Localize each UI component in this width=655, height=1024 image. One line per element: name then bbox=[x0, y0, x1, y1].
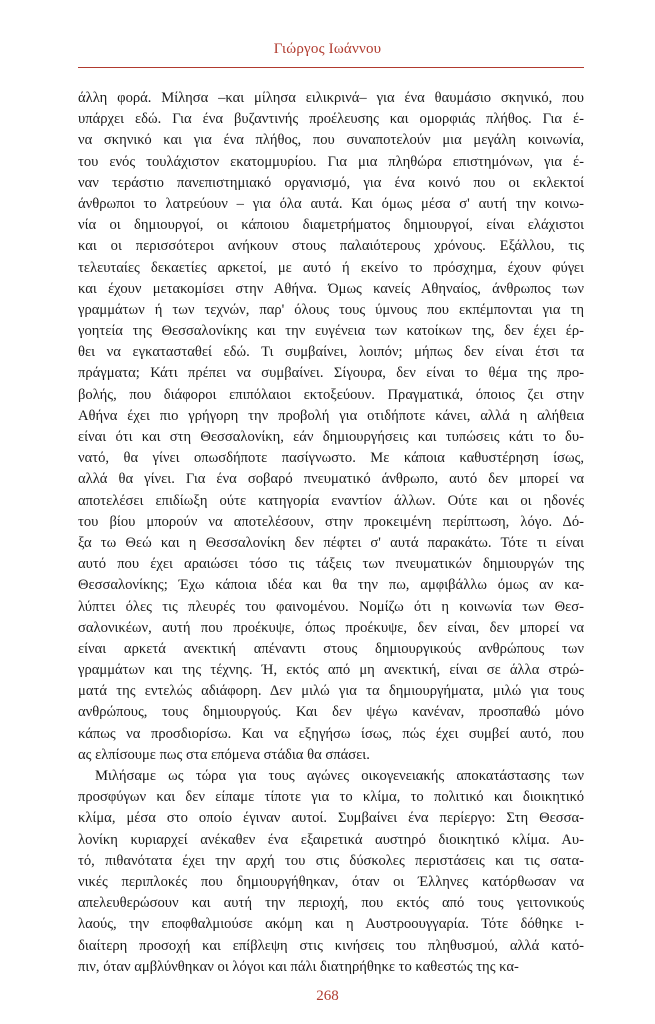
author-name: Γιώργος Ιωάννου bbox=[273, 41, 382, 57]
text-line: και έχουν μετακομίσει στην Αθήνα. Όμως κανείς Αθηναίος, άνθρωπος των bbox=[78, 280, 584, 297]
text-line: ανθρώπους, τους δημιουργούς. Και δεν ψέγω κανέναν, προσπαθώ μόνο bbox=[78, 704, 584, 721]
text-line: Μιλήσαμε ως τώρα για τους αγώνες οικογενειακής αποκατάστασης των bbox=[95, 768, 584, 784]
text-line: γοητεία της Θεσσαλονίκης και την ευγένεια των κατοίκων της, δεν έχει έρ- bbox=[78, 323, 584, 340]
text-line: νατό, θα γίνει οπωσδήποτε πασίγνωστο. Με κάποια καθυστέρηση ίσως, bbox=[78, 450, 584, 467]
text-line: νικές περιπλοκές που δημιουργήθηκαν, όταν οι Έλληνες κατόρθωσαν να bbox=[78, 873, 584, 890]
text-line: κλίμα, μέσα στο οποίο έγιναν αυτοί. Συμβαίνει ένα περίεργο: Στη Θεσσα- bbox=[78, 810, 584, 827]
paragraph bbox=[78, 88, 584, 766]
text-line: προσφύγων και δεν είπαμε τίποτε για το κλίμα, το πολιτικό και διοικητικό bbox=[78, 789, 584, 806]
text-line: του ενός τουλάχιστον εκατομμυρίου. Για μια πληθώρα επιστημόνων, για έ- bbox=[78, 153, 584, 170]
header-divider bbox=[78, 67, 584, 68]
page-number: 268 bbox=[316, 988, 339, 1004]
text-line: Αθήνα έχει πιο γρήγορη την προβολή για οτιδήποτε κάνει, αλλά η αλήθεια bbox=[78, 407, 584, 424]
text-line: λύπτει όλες τις πλευρές του φαινομένου. Νομίζω ότι η κοινωνία των Θεσ- bbox=[78, 598, 584, 615]
text-line: πράγματα; Κάτι πρέπει να συμβαίνει. Σίγουρα, δεν είναι το θέμα της προ- bbox=[78, 365, 584, 382]
body-text bbox=[78, 88, 584, 978]
text-line: λαούς, την εποφθαλμιούσε ακόμη και η Αυστροουγγαρία. Τότε δόθηκε ι- bbox=[78, 916, 584, 933]
text-line: είναι αρκετά ανεκτική απέναντι στους δημιουργικούς ανθρώπους των bbox=[78, 640, 584, 657]
text-line: θει να εγκατασταθεί εδώ. Τι συμβαίνει, λοιπόν; μήπως δεν είναι έτσι τα bbox=[78, 344, 584, 361]
text-line: του βίου μπορούν να αποτελέσουν, στην προκειμένη περίπτωση, λόγο. Δό- bbox=[78, 513, 584, 530]
text-line: άνθρωποι το λατρεύουν – για όλα αυτά. Και όμως μέσα σ' αυτή την κοινω- bbox=[78, 195, 584, 212]
text-line: αποτελέσει επιδίωξη ούτε κατηγορία εναντίον άλλων. Ούτε και οι ηδονές bbox=[78, 492, 584, 509]
text-line: ξα τω Θεώ και η Θεσσαλονίκη δεν πέφτει σ' αυτά παρακάτω. Τότε τι είναι bbox=[78, 534, 584, 551]
text-line: ας ελπίσουμε πως στα επόμενα στάδια θα σπάσει. bbox=[78, 746, 370, 763]
text-line: νία οι δημιουργοί, οι κάποιου διαμετρήματος δημιουργοί, είναι ελάχιστοι bbox=[78, 217, 584, 234]
text-line: άλλη φορά. Μίλησα –και μίλησα ειλικρινά– για ένα θαυμάσιο σκηνικό, που bbox=[78, 90, 584, 106]
text-line: πιν, όταν αμβλύνθηκαν οι λόγοι και πάλι διατηρήθηκε το καθεστώς της κα- bbox=[78, 958, 519, 975]
text-line: λονίκη κυριαρχεί ανέκαθεν ένα εξαιρετικά αυστηρό διοικητικό κλίμα. Αυ- bbox=[78, 831, 584, 848]
text-line: κάπως να προσδιορίσω. Και να εξηγήσω ίσως, πώς έχει συμβεί αυτό, που bbox=[78, 725, 584, 742]
paragraph bbox=[78, 766, 584, 978]
text-line: αυτό που έχει αραιώσει τόσο τις τάξεις των πνευματικών δημιουργών της bbox=[78, 556, 584, 573]
running-header bbox=[0, 40, 655, 58]
text-line: τελευταίες δεκαετίες αρκετοί, με αυτό ή εκείνο το πρόσχημα, έχουν φύγει bbox=[78, 259, 584, 276]
text-line: και οι περισσότεροι ανήκουν στους παλαιότερους χρόνους. Εξάλλου, τις bbox=[78, 238, 584, 255]
text-line: αλλά θα γίνει. Για ένα σοβαρό πνευματικό άνθρωπο, αυτό δεν μπορεί να bbox=[78, 471, 584, 488]
text-line: ματά της εντελώς αδιάφορη. Δεν μιλώ για τα δημιουργήματα, μιλώ για τους bbox=[78, 683, 584, 700]
text-line: είναι ότι και στη Θεσσαλονίκη, εάν δημιουργήσεις και τυπώσεις κάτι το δυ- bbox=[78, 429, 584, 445]
text-line: απελευθερώσουν και αυτή την περιοχή, που εκτός από τους γειτονικούς bbox=[78, 895, 584, 912]
text-line: διαίτερη προσοχή και επίβλεψη στις κινήσεις του πληθυσμού, αλλά κατό- bbox=[78, 937, 584, 954]
text-line: να σκηνικό και για ένα πλήθος, που συναποτελούν μια μεγάλη κοινωνία, bbox=[78, 132, 584, 149]
text-line: ναν τεράστιο πανεπιστημιακό οργανισμό, για ένα κοινό που οι εκλεκτοί bbox=[78, 174, 584, 191]
text-line: σαλονικέων, αυτή που προέκυψε, όπως προέκυψε, δεν είναι, δεν μπορεί να bbox=[78, 619, 584, 636]
text-line: Θεσσαλονίκης; Έχω κάποια ιδέα και θα την πω, αμφιβάλλω όμως αν κα- bbox=[78, 577, 584, 594]
text-line: γραμμάτων και της τέχνης. Ή, εκτός από μη ανεκτική, είναι σε άλλα στρώ- bbox=[78, 662, 584, 679]
text-line: υπάρχει εδώ. Για ένα βυζαντινής προέλευσης και ομορφιάς πλήθος. Για έ- bbox=[78, 111, 584, 128]
text-line: βολής, που διάφοροι επιπόλαιοι εκτοξεύουν. Πραγματικά, όποιος ζει στην bbox=[78, 386, 584, 403]
text-line: γραμμάτων ή των τεχνών, παρ' όλους τους ύμνους που εκπέμπονται για τη bbox=[78, 301, 584, 318]
text-line: τό, πιθανότατα έχει την αρχή του στις δύσκολες περιστάσεις και τις σατα- bbox=[78, 852, 584, 869]
